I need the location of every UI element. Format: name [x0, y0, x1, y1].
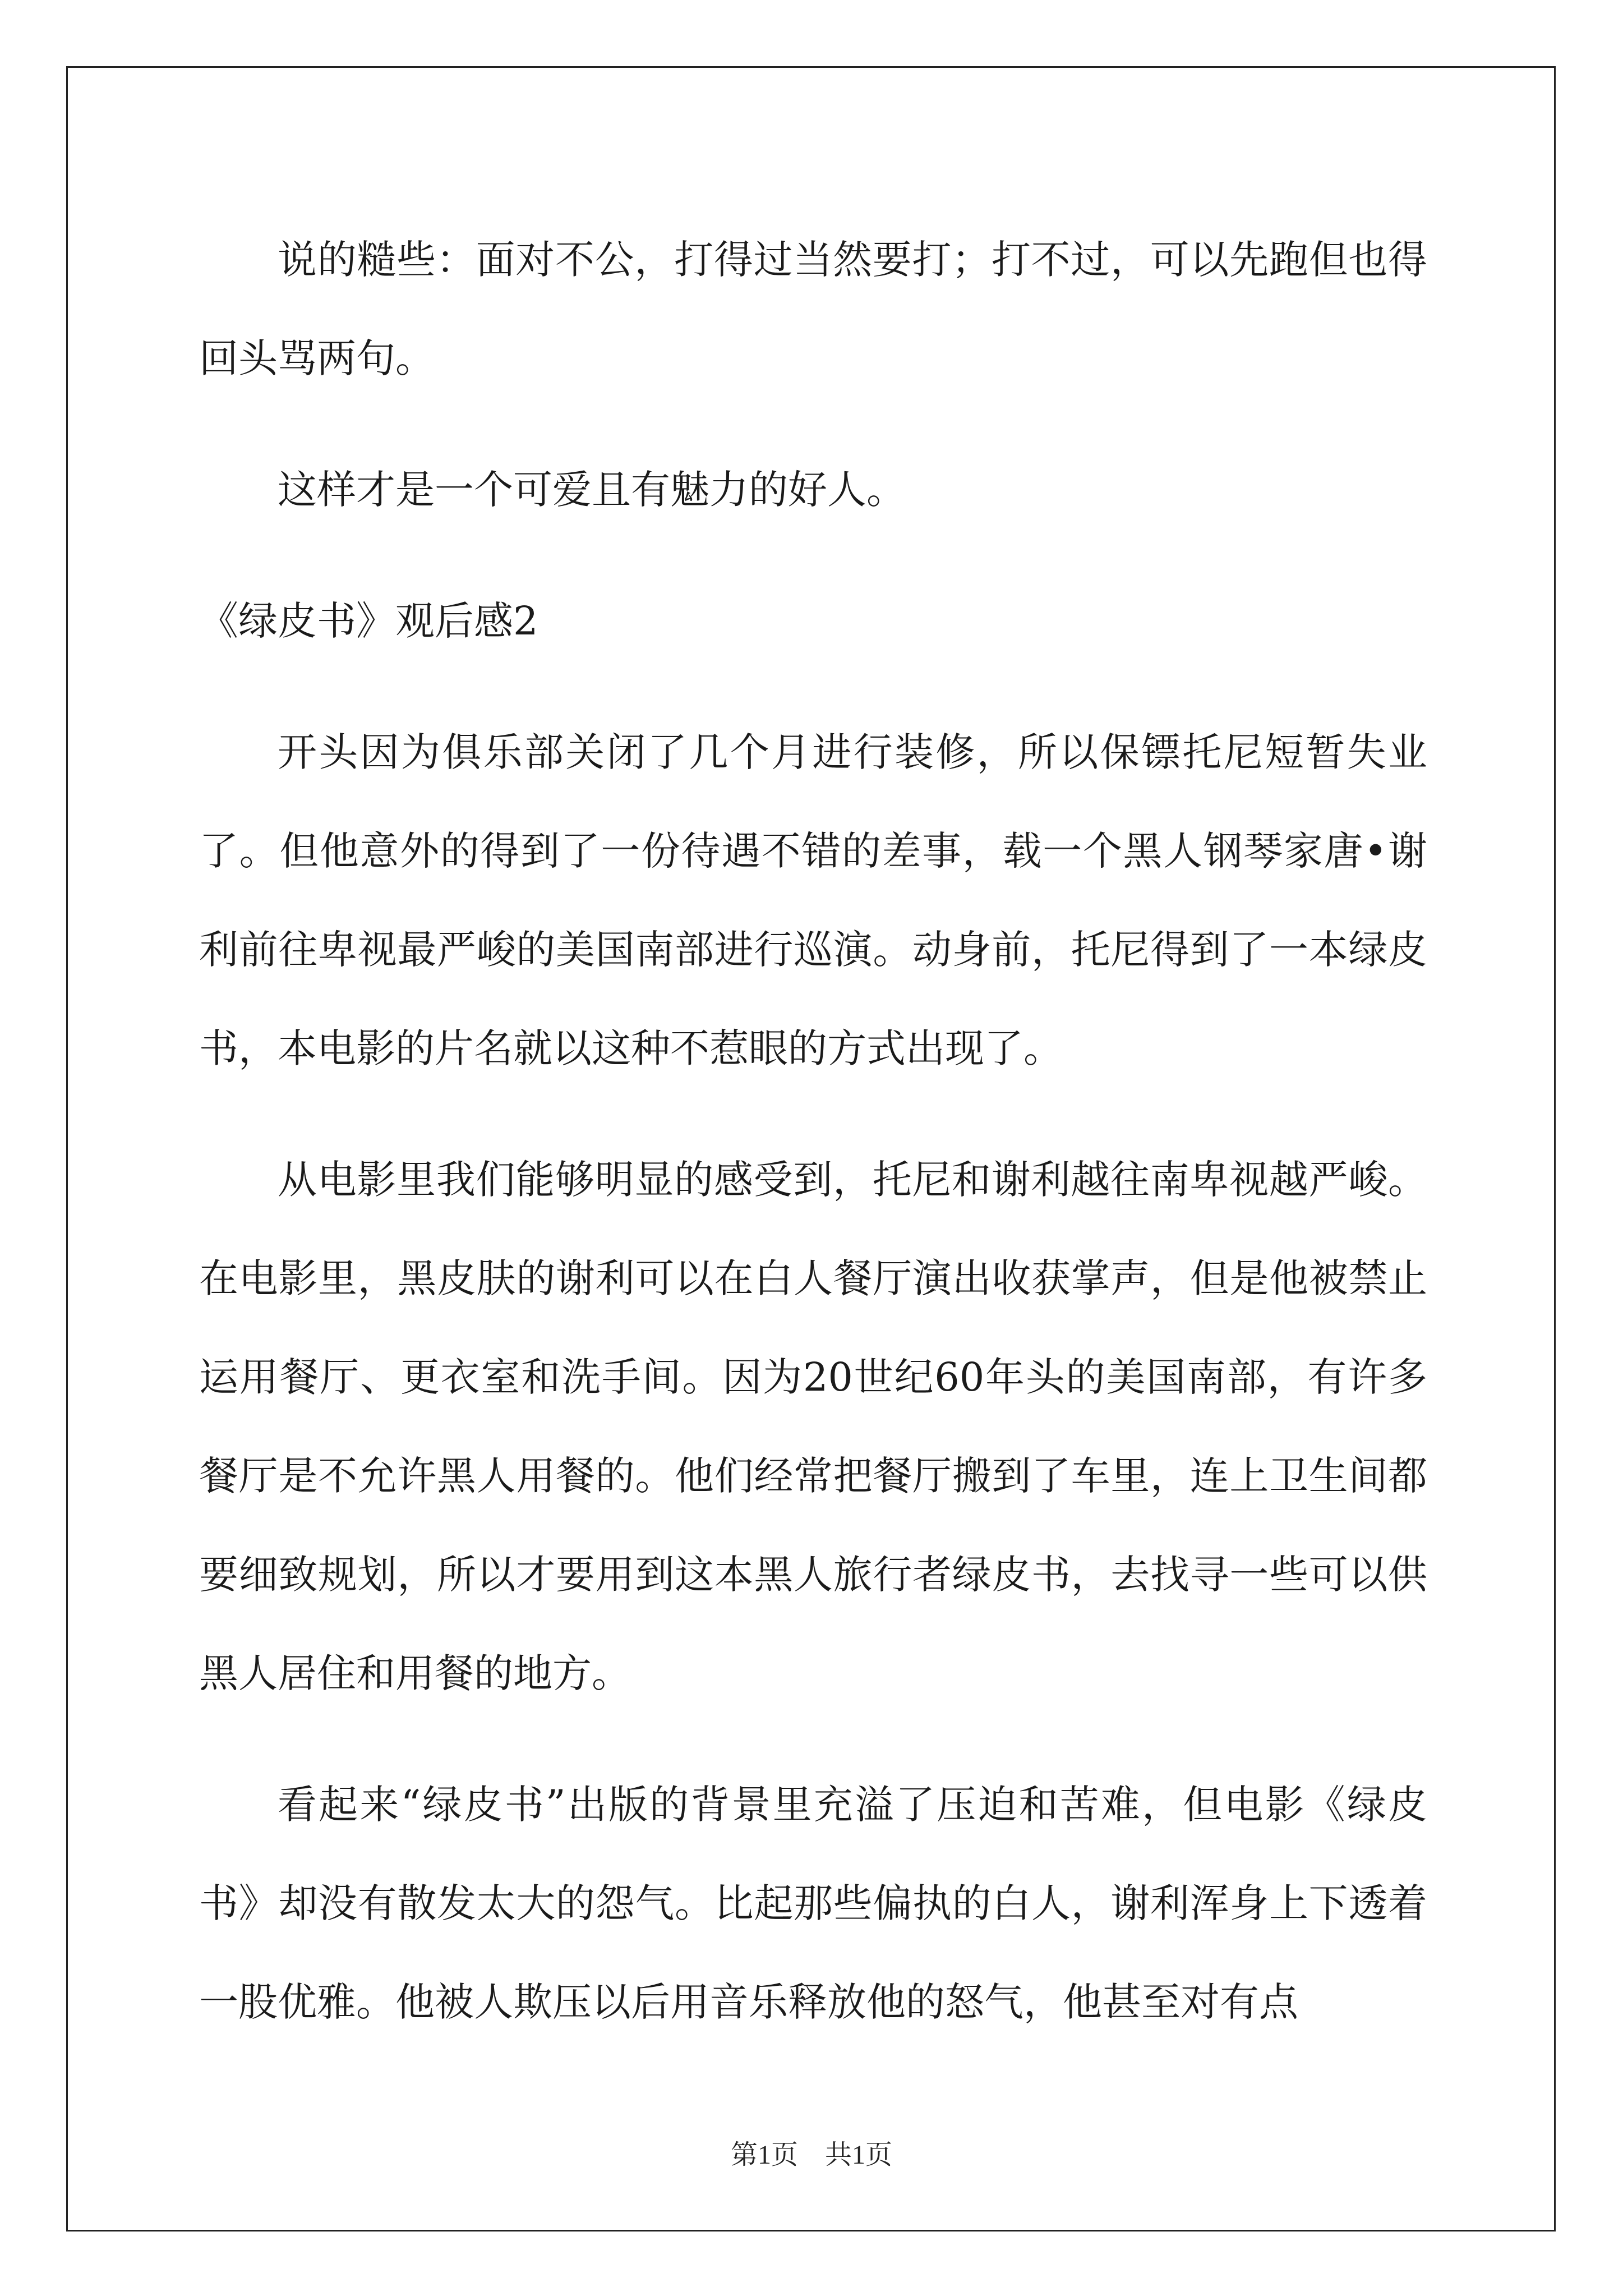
- section-title: 《绿皮书》观后感2: [199, 598, 538, 644]
- paragraph-gap: [199, 539, 1427, 572]
- paragraph: 说的糙些：面对不公，打得过当然要打；打不过，可以先跑但也得回头骂两句。: [199, 237, 1427, 381]
- paragraph-gap: [199, 1098, 1427, 1130]
- paragraph-gap: [199, 1723, 1427, 1755]
- page-number-footer: 第1页 共1页: [730, 2140, 892, 2170]
- paragraph-gap: [199, 408, 1427, 440]
- document-body: [199, 210, 1427, 2051]
- paragraph: 看起来“绿皮书”出版的背景里充溢了压迫和苦难，但电影《绿皮书》却没有散发太大的怨气。比起那些偏执的白人，谢利浑身上下透着一股优雅。他被人欺压以后用音乐释放他的怒气，他甚至对有点: [199, 1782, 1427, 2025]
- paragraph-gap: [199, 670, 1427, 703]
- paragraph: 这样才是一个可爱且有魅力的好人。: [278, 467, 906, 513]
- paragraph: 从电影里我们能够明显的感受到，托尼和谢利越往南卑视越严峻。在电影里，黑皮肤的谢利可以在白人餐厅演出收获掌声，但是他被禁止运用餐厅、更衣室和洗手间。因为20世纪60年头的美国南部，有许多餐厅是不允许黑人用餐的。他们经常把餐厅搬到了车里，连上卫生间都要细致规划，所以才要用到这本黑人旅行者绿皮书，去找寻一些可以供黑人居住和用餐的地方。: [199, 1157, 1427, 1696]
- paragraph: 开头因为俱乐部关闭了几个月进行装修，所以保镖托尼短暂失业了。但他意外的得到了一份待遇不错的差事，载一个黑人钢琴家唐•谢利前往卑视最严峻的美国南部进行巡演。动身前，托尼得到了一本绿皮书，本电影的片名就以这种不惹眼的方式出现了。: [199, 729, 1427, 1071]
